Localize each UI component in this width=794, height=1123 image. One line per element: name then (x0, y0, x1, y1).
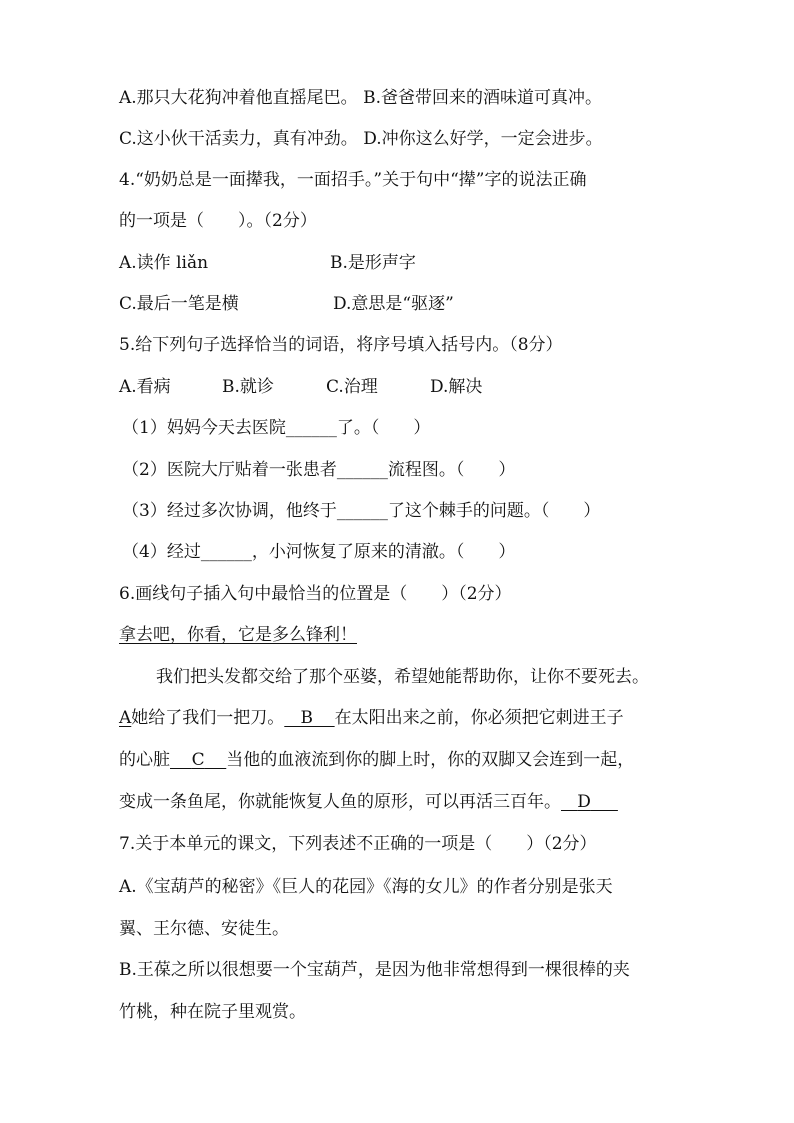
passage-text: 变成一条鱼尾，你就能恢复人鱼的原形，可以再活三百年。 (119, 792, 561, 812)
q6-question: 6.画线句子插入句中最恰当的位置是（ ）（2分） (119, 584, 512, 604)
blank-b-label: B (300, 708, 313, 728)
q7-option-b-cont: 竹桃，种在院子里观赏。 (119, 1002, 306, 1022)
q5-item-2: （2）医院大厅贴着一张患者______流程图。（ ） (122, 460, 516, 480)
passage-text: 在太阳出来之前，你必须把它刺进王子 (334, 708, 624, 728)
q5-option-b: B.就诊 (222, 377, 274, 397)
q5-question: 5.给下列句子选择恰当的词语，将序号填入括号内。（8分） (119, 335, 563, 355)
q4-option-b: B.是形声字 (330, 253, 416, 273)
blank-c-label: C (191, 750, 205, 770)
q6-passage-line-4 (119, 790, 618, 814)
q5-item-4: （4）经过______，小河恢复了原来的清澈。（ ） (122, 542, 516, 562)
passage-text: 的心脏 (119, 750, 170, 770)
blank-d-label: D (577, 792, 591, 812)
blank-a-label: A (119, 708, 132, 728)
q5-option-a: A.看病 (119, 377, 171, 397)
passage-text: 她给了我们一把刀。 (131, 708, 285, 728)
q6-passage-line-1: 我们把头发都交给了那个巫婆，希望她能帮助你，让你不要死去。 (156, 667, 649, 687)
q7-option-b: B.王葆之所以很想要一个宝葫芦，是因为他非常想得到一棵很棒的夹 (119, 960, 630, 980)
q4-option-c: C.最后一笔是横 (119, 294, 239, 314)
q6-passage-line-3 (119, 748, 634, 772)
q5-item-1: （1）妈妈今天去医院______了。（ ） (122, 418, 431, 438)
q6-underlined-sentence: 拿去吧，你看，它是多么锋利！ (119, 625, 357, 645)
q4-question: 4.“奶奶总是一面撵我，一面招手。”关于句中“撵”字的说法正确 (119, 170, 587, 190)
q6-passage-line-2 (119, 706, 624, 730)
q5-item-3: （3）经过多次协调，他终于______了这个棘手的问题。（ ） (122, 501, 601, 521)
q5-option-c: C.治理 (326, 377, 378, 397)
q4-option-a: A.读作 liǎn (119, 253, 209, 273)
q3-options-ab: A.那只大花狗冲着他直摇尾巴。 B.爸爸带回来的酒味道可真冲。 (119, 88, 602, 108)
passage-text: 当他的血液流到你的脚上时，你的双脚又会连到一起， (226, 750, 635, 770)
q3-options-cd: C.这小伙干活卖力，真有冲劲。 D.冲你这么好学，一定会进步。 (119, 129, 603, 149)
q4-option-d: D.意思是“驱逐” (333, 294, 454, 314)
q7-question: 7.关于本单元的课文，下列表述不正确的一项是（ ）（2分） (119, 834, 597, 854)
q5-option-d: D.解决 (430, 377, 483, 397)
q7-option-a-cont: 翼、王尔德、安徒生。 (119, 919, 289, 939)
q7-option-a: A.《宝葫芦的秘密》《巨人的花园》《海的女儿》的作者分别是张天 (119, 877, 613, 897)
q4-question-cont: 的一项是（ ）。（2分） (119, 211, 317, 231)
